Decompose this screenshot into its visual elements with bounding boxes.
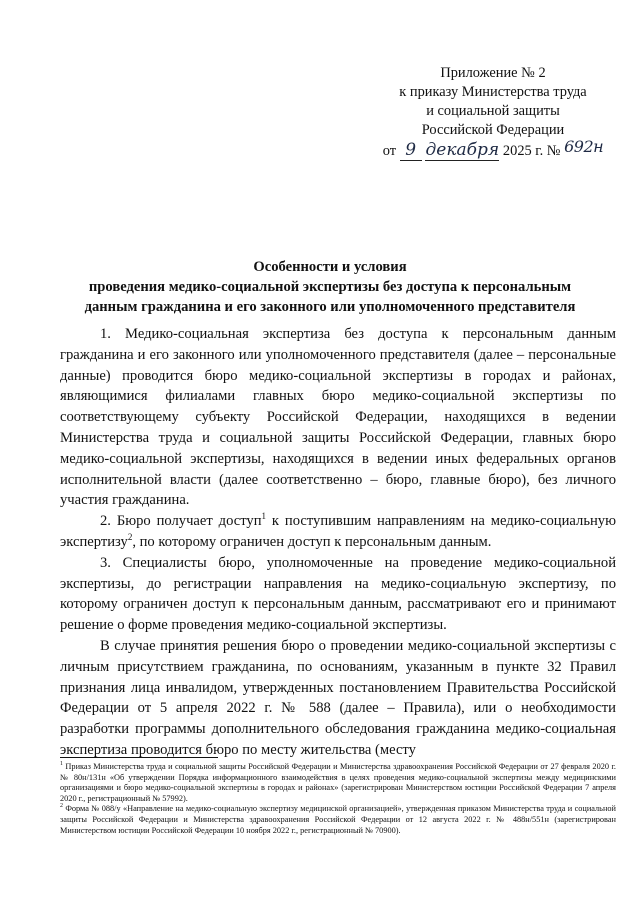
paragraph-2-text-a: 2. Бюро получает доступ [100, 513, 262, 530]
paragraph-4: В случае принятия решения бюро о проведении медико-социальной экспертизы с личным присутствием гражданина, по основаниям, указанным в пункте 32 Правил признания лица инвалидом, утвержденных постановлением Правительства Российской Федерации от 5 апреля 2022 г. № 588 (далее – Правила), или о необходимости разработки программы дополнительного обследования гражданина медико-социальная экспертиза проводится бюро по месту жительства (месту [60, 637, 616, 758]
appendix-ministry-line: и социальной защиты [426, 103, 560, 119]
handwritten-month: декабря [425, 140, 500, 160]
footnote-1-text: Приказ Министерства труда и социальной защиты Российской Федерации и Министерства здравоохранения Российской Федерации от 27 февраля 2020 г. № 80н/131н «Об утверждении Порядка информационного взаимодействия в целях проведения медико-социальной экспертизы между медицинскими организациями и бюро медико-социальной экспертизы в городах и районах» (зарегистрирован Министерством юстиции Российской Федерации 7 апреля 2020 г., регистрационный № 57992). [60, 762, 616, 803]
appendix-number: Приложение № 2 [440, 65, 546, 81]
footnote-ref-2: 2 [127, 532, 133, 543]
handwritten-day: 9 [400, 141, 422, 161]
paragraph-3: 3. Специалисты бюро, уполномоченные на проведение медико-социальной экспертизы, до регистрации направления на медико-социальную экспертизу, по которому ограничен доступ к персональным данным, рассматривают его и принимают решение о форме проведения медико-социальной экспертизы. [60, 554, 616, 634]
title-line-1: Особенности и условия [253, 259, 407, 275]
appendix-header [370, 64, 616, 161]
appendix-order-line: к приказу Министерства труда [399, 84, 587, 100]
footnotes [60, 762, 616, 836]
footnote-2 [60, 804, 616, 836]
date-prefix: от [382, 143, 397, 159]
footnote-ref-1: 1 [261, 511, 267, 522]
footnote-mark-1: 1 [60, 761, 63, 768]
footnote-divider [60, 757, 218, 758]
paragraph-2-text-b: к поступившим направлениям на медико-социальную экспертизу [60, 513, 616, 550]
paragraph-2-text-c: , по которому ограничен доступ к персональным данным. [132, 533, 492, 550]
handwritten-order-number: 692н [564, 137, 604, 156]
order-date-line [370, 137, 616, 161]
date-year: 2025 г. № [502, 143, 561, 159]
footnote-mark-2: 2 [60, 803, 63, 810]
paragraph-1: 1. Медико-социальная экспертиза без доступа к персональным данным гражданина и его законного или уполномоченного представителя (далее – персональные данные) проводится бюро медико-социальной экспертизы в городах и районах, являющимися филиалами главных бюро медико-социальной экспертизы по соответствующему субъекту Российской Федерации, находящихся в ведении Министерства труда и социальной защиты Российской Федерации, главных бюро медико-социальной экспертизы, находящихся в ведении иных федеральных органов исполнительной власти (далее соответственно – бюро, главные бюро), без личного участия гражданина. [60, 326, 616, 509]
document-title [40, 257, 620, 317]
paragraph-2 [60, 511, 616, 553]
footnote-2-text: Форма № 088/у «Направление на медико-социальную экспертизу медицинской организацией», утвержденная приказом Министерства труда и социальной защиты Российской Федерации и Министерства здравоохранения Российской Федерации от 12 августа 2022 г. № 488н/551н (зарегистрирован Министерством юстиции Российской Федерации 10 ноября 2022 г., регистрационный № 70900). [60, 804, 616, 835]
document-body [60, 324, 616, 761]
title-line-3: данным гражданина и его законного или уполномоченного представителя [84, 299, 576, 315]
footnote-1 [60, 762, 616, 804]
appendix-country-line: Российской Федерации [421, 122, 565, 138]
title-line-2: проведения медико-социальной экспертизы без доступа к персональным [88, 279, 572, 295]
